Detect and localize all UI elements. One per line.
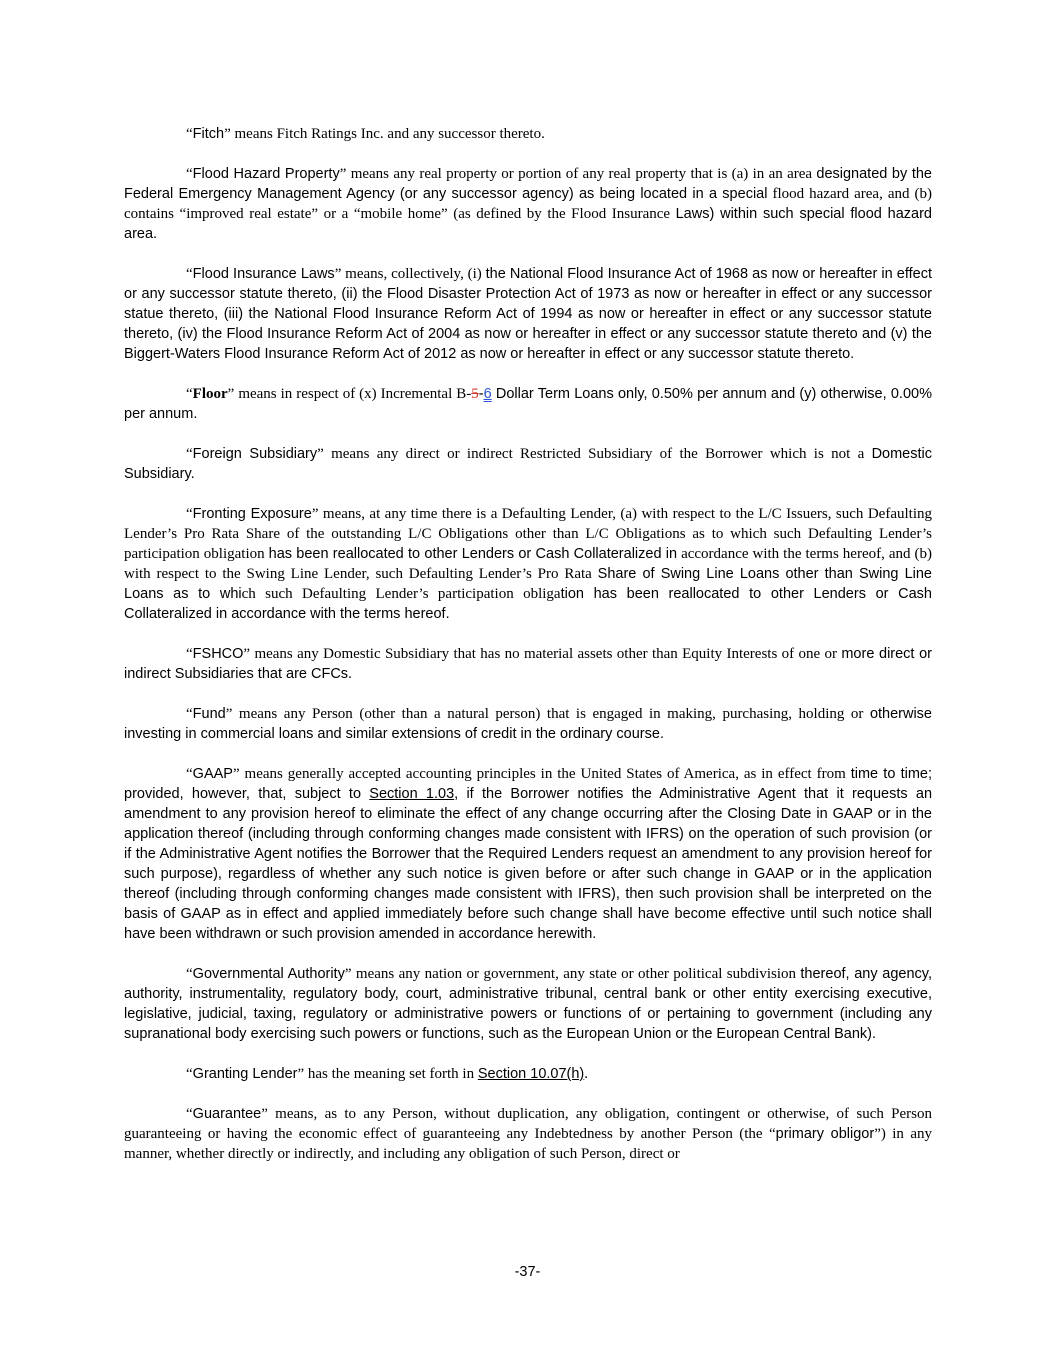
defined-term: primary obligor — [775, 1126, 875, 1142]
defined-term: FSHCO — [192, 646, 244, 662]
defined-term: Fitch — [192, 126, 225, 142]
defined-term: Governmental Authority — [192, 966, 345, 982]
defined-term: Granting Lender — [192, 1066, 298, 1082]
definition-floor: “Floor” means in respect of (x) Incremental B-5-6 Dollar Term Loans only, 0.50% per annum and (y) otherwise, 0.00% per annum. — [124, 386, 932, 422]
section-link[interactable]: Section 1.03 — [369, 786, 455, 802]
definition-guarantee: “Guarantee” means, as to any Person, without duplication, any obligation, contingent or otherwise, of such Person guaranteeing or having the economic effect of guaranteeing any Indebtedness by another Person (the “primary obligor”) in any manner, whether directly or indirectly, and including any obligation of such Person, direct or — [124, 1106, 932, 1162]
definition-fund: “Fund” means any Person (other than a natural person) that is engaged in making, purchasing, holding or otherwise investing in commercial loans and similar extensions of credit in the ordinary course. — [124, 706, 932, 742]
defined-term: Guarantee — [192, 1106, 262, 1122]
definition-flood-insurance-laws: “Flood Insurance Laws” means, collectively, (i) the National Flood Insurance Act of 1968 as now or hereafter in effect or any successor statute thereto, (ii) the Flood Disaster Protection Act of 1973 as now or hereafter in effect or any successor statue thereto, (iii) the National Flood Insurance Reform Act of 1994 as now or hereafter in effect or any successor statute thereto, (iv) the Flood Insurance Reform Act of 2004 as now or hereafter in effect or any successor statute thereto and (v) the Biggert-Waters Flood Insurance Reform Act of 2012 as now or hereafter in effect or any successor statute thereto. — [124, 266, 933, 362]
defined-term: GAAP — [192, 766, 233, 782]
section-link[interactable]: Section 10.07(h) — [477, 1066, 585, 1082]
defined-term: Flood Insurance Laws — [192, 266, 335, 282]
definition-granting-lender: “Granting Lender” has the meaning set forth in Section 10.07(h). — [186, 1066, 589, 1082]
definition-fshco: “FSHCO” means any Domestic Subsidiary that has no material assets other than Equity Interests of one or more direct or indirect Subsidiaries that are CFCs. — [124, 646, 932, 682]
defined-term: Foreign Subsidiary — [192, 446, 318, 462]
document-page — [124, 124, 932, 1184]
definition-fronting-exposure: “Fronting Exposure” means, at any time there is a Defaulting Lender, (a) with respect to the L/C Issuers, such Defaulting Lender’s Pro Rata Share of the outstanding L/C Obligations other than L/C Obligations as to which such Defaulting Lender’s participation obligation has been reallocated to other Lenders or Cash Collateralized in accordance with the terms hereof, and (b) with respect to the Swing Line Lender, such Defaulting Lender’s Pro Rata Share of Swing Line Loans other than Swing Line Loans as to which such Defaulting Lender’s participation obligation has been reallocated to other Lenders or Cash Collateralized in accordance with the terms hereof. — [124, 506, 932, 622]
defined-term: Flood Hazard Property — [192, 166, 340, 182]
defined-term: Fund — [192, 706, 226, 722]
page-number: -37- — [514, 1264, 541, 1280]
definition-flood-hazard-property: “Flood Hazard Property” means any real property or portion of any real property that is (a) in an area designated by the Federal Emergency Management Agency (or any successor agency) as being located in a special flood hazard area, and (b) contains “improved real estate” or a “mobile home” (as defined by the Flood Insurance Laws) within such special flood hazard area. — [124, 166, 933, 242]
definition-governmental-authority: “Governmental Authority” means any nation or government, any state or other political subdivision thereof, any agency, authority, instrumentality, regulatory body, court, administrative tribunal, central bank or other entity exercising executive, legislative, judicial, taxing, regulatory or administrative powers or functions of or pertaining to government (including any supranational body exercising such powers or functions, such as the European Union or the European Central Bank). — [124, 966, 932, 1042]
inserted-text: 6 — [483, 386, 492, 402]
deleted-text: 5 — [471, 386, 479, 402]
definition-foreign-subsidiary: “Foreign Subsidiary” means any direct or indirect Restricted Subsidiary of the Borrower which is not a Domestic Subsidiary. — [124, 446, 932, 482]
definition-fitch: “Fitch” means Fitch Ratings Inc. and any successor thereto. — [186, 126, 545, 142]
defined-term: Floor — [192, 386, 228, 402]
definition-gaap: “GAAP” means generally accepted accounting principles in the United States of America, as in effect from time to time; provided, however, that, subject to Section 1.03, if the Borrower notifies the Administrative Agent that it requests an amendment to any provision hereof to eliminate the effect of any change occurring after the Closing Date in GAAP or in the application thereof (including through conforming changes made consistent with IFRS) on the operation of such provision (or if the Administrative Agent notifies the Borrower that the Required Lenders request an amendment to any provision hereof for such purpose), regardless of whether any such notice is given before or after such change in GAAP or in the application thereof (including through conforming changes made consistent with IFRS), then such provision shall be interpreted on the basis of GAAP as in effect and applied immediately before such change shall have become effective until such notice shall have been withdrawn or such provision amended in accordance herewith. — [124, 766, 933, 942]
defined-term: Fronting Exposure — [192, 506, 312, 522]
